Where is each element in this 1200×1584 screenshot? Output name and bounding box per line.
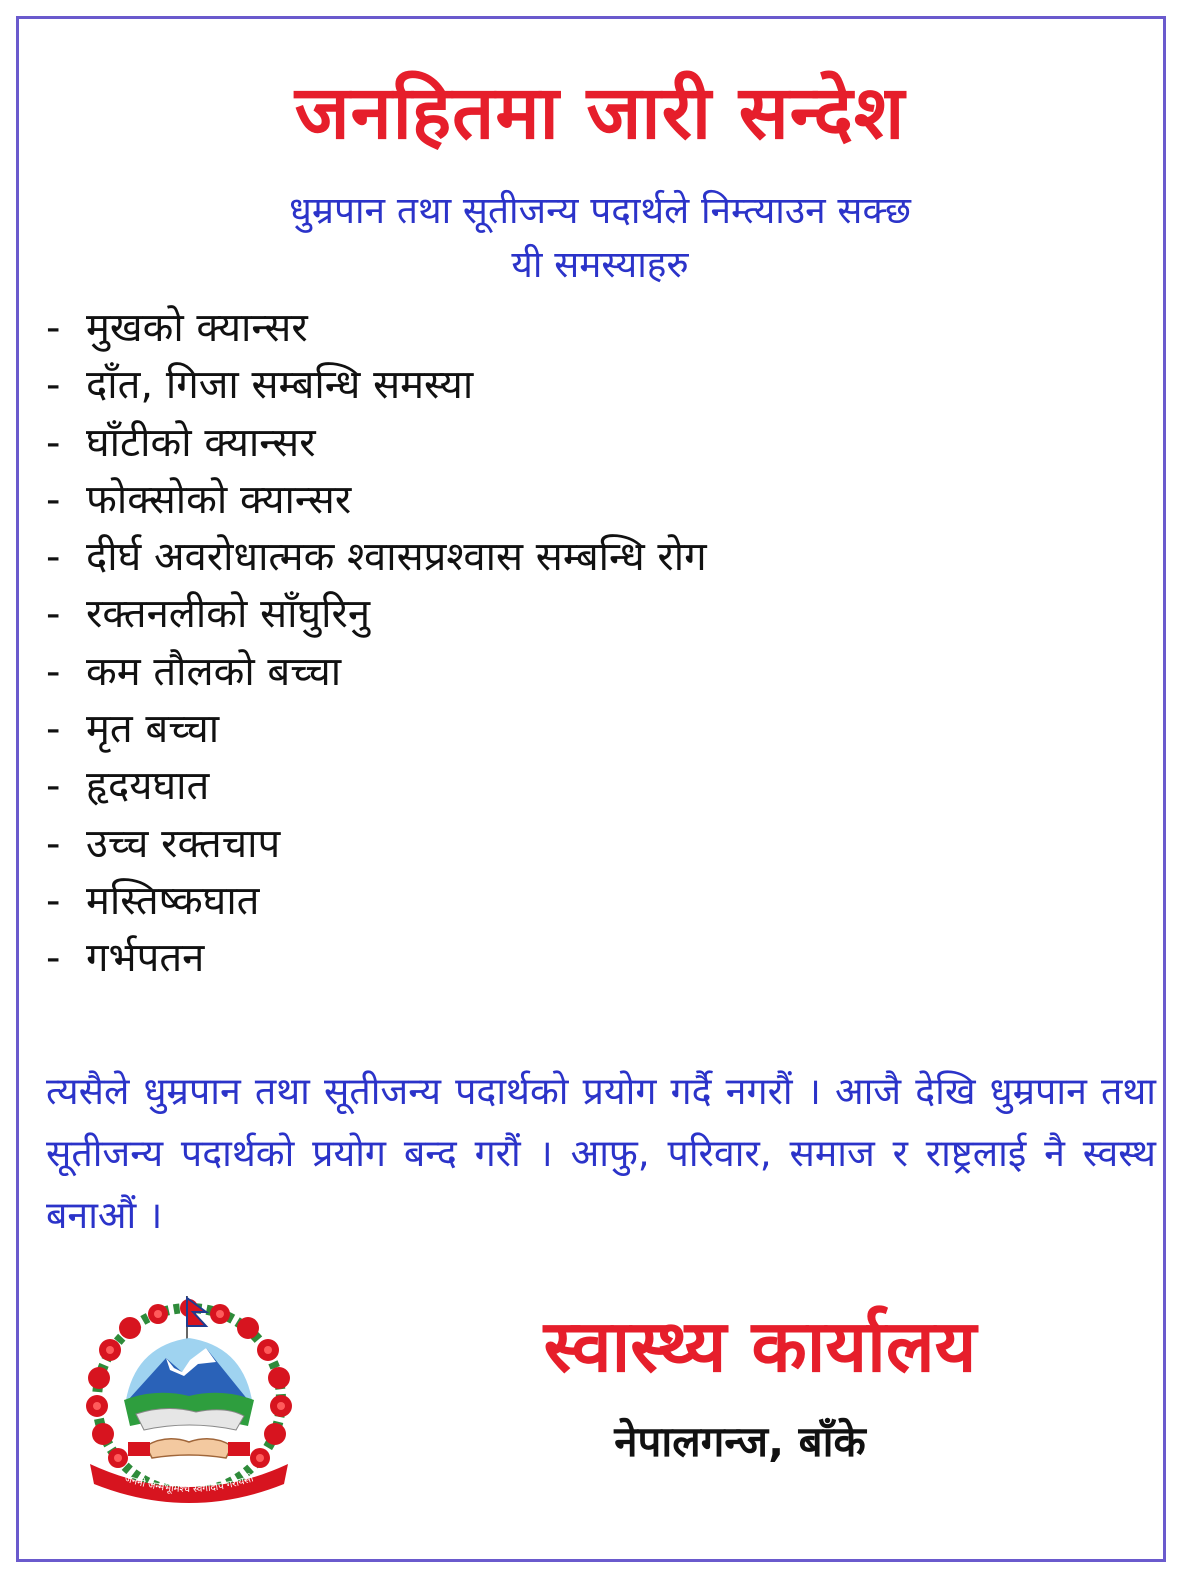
list-item-text: उच्च रक्तचाप <box>86 820 281 867</box>
list-item-text: मुखको क्यान्सर <box>86 305 308 351</box>
appeal-paragraph: त्यसैले धुम्रपान तथा सूतीजन्य पदार्थको प्रयोग गर्दै नगरौं । आजै देखि धुम्रपान तथा सूतीजन्य पदार्थको प्रयोग बन्द गरौं । आफु, परिवार, समाज र राष्ट्रलाई नै स्वस्थ बनाऔं । <box>46 1069 1156 1237</box>
list-item <box>46 644 707 701</box>
bullet-dash: - <box>46 534 61 581</box>
subtitle-line-1: धुम्रपान तथा सूतीजन्य पदार्थले निम्त्याउन सक्छ <box>289 189 911 232</box>
bullet-dash: - <box>46 820 61 867</box>
list-item <box>46 300 707 357</box>
subtitle-line-2: यी समस्याहरु <box>511 243 689 286</box>
list-item-text: गर्भपतन <box>86 935 205 982</box>
list-item-text: मृत बच्चा <box>86 706 220 753</box>
bullet-dash: - <box>46 476 61 523</box>
list-item-text: मस्तिष्कघात <box>86 877 260 924</box>
list-item-text: रक्तनलीको साँघुरिनु <box>86 591 371 638</box>
list-item <box>46 701 707 758</box>
list-item-text: हृदयघात <box>86 763 210 810</box>
problem-list <box>46 300 707 988</box>
nepal-emblem-icon <box>66 1296 312 1504</box>
list-item <box>46 415 707 472</box>
list-item-text: दाँत, गिजा सम्बन्धि समस्या <box>86 362 474 409</box>
list-item-text: फोक्सोको क्यान्सर <box>86 476 352 523</box>
list-item <box>46 586 707 643</box>
bullet-dash: - <box>46 706 61 753</box>
list-item <box>46 873 707 930</box>
bullet-dash: - <box>46 305 61 351</box>
list-item-text: घाँटीको क्यान्सर <box>86 419 316 466</box>
office-name: स्वास्थ्य कार्यालय <box>543 1304 977 1388</box>
bullet-dash: - <box>46 419 61 466</box>
list-item <box>46 816 707 873</box>
list-item <box>46 357 707 414</box>
notice-title: जनहितमा जारी सन्देश <box>294 70 906 156</box>
bullet-dash: - <box>46 362 61 409</box>
notice-subtitle <box>0 184 1200 292</box>
list-item <box>46 529 707 586</box>
list-item <box>46 758 707 815</box>
bullet-dash: - <box>46 763 61 810</box>
list-item <box>46 472 707 529</box>
list-item-text: दीर्घ अवरोधात्मक श्वासप्रश्वास सम्बन्धि रोग <box>86 534 707 581</box>
bullet-dash: - <box>46 648 61 695</box>
office-location: नेपालगन्ज, बाँके <box>614 1417 866 1466</box>
bullet-dash: - <box>46 591 61 638</box>
flag-icon <box>187 1296 206 1340</box>
bullet-dash: - <box>46 935 61 982</box>
handshake-icon <box>128 1439 250 1458</box>
bullet-dash: - <box>46 877 61 924</box>
motto-text: जननी जन्मभूमिश्च स्वर्गादपि गरीयसी <box>123 1473 255 1496</box>
list-item <box>46 930 707 987</box>
list-item-text: कम तौलको बच्चा <box>86 648 342 695</box>
